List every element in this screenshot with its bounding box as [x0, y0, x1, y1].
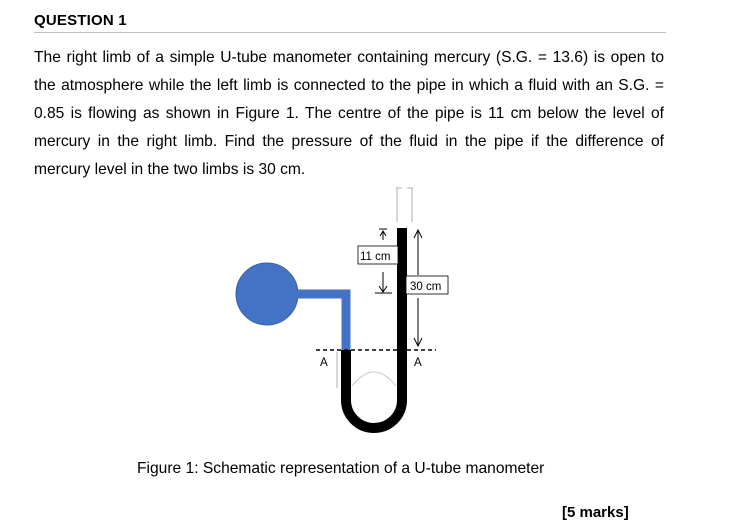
label-a-right: A: [414, 357, 422, 369]
question-heading: QUESTION 1: [34, 12, 127, 29]
question-text: The right limb of a simple U-tube manometer containing mercury (S.G. = 13.6) is open to the atmosphere while the left limb is connected to the pipe in which a fluid with an S.G. = 0.85 is flowing as shown in Figure 1. The centre of the pipe is 11 cm below the level of mercury in the right limb. Find the pressure of the fluid in the pipe if the difference of mercury level in the two limbs is 30 cm.: [34, 49, 664, 178]
pipe-circle: [236, 263, 298, 325]
marks-label: [5 marks]: [562, 504, 629, 521]
label-11cm: 11 cm: [360, 251, 391, 263]
tube-inner-bend: [352, 372, 396, 386]
fluid-connector: [295, 294, 346, 350]
figure-caption: Figure 1: Schematic representation of a U-tube manometer: [137, 460, 545, 477]
label-a-left: A: [320, 357, 328, 369]
label-30cm: 30 cm: [410, 281, 442, 293]
